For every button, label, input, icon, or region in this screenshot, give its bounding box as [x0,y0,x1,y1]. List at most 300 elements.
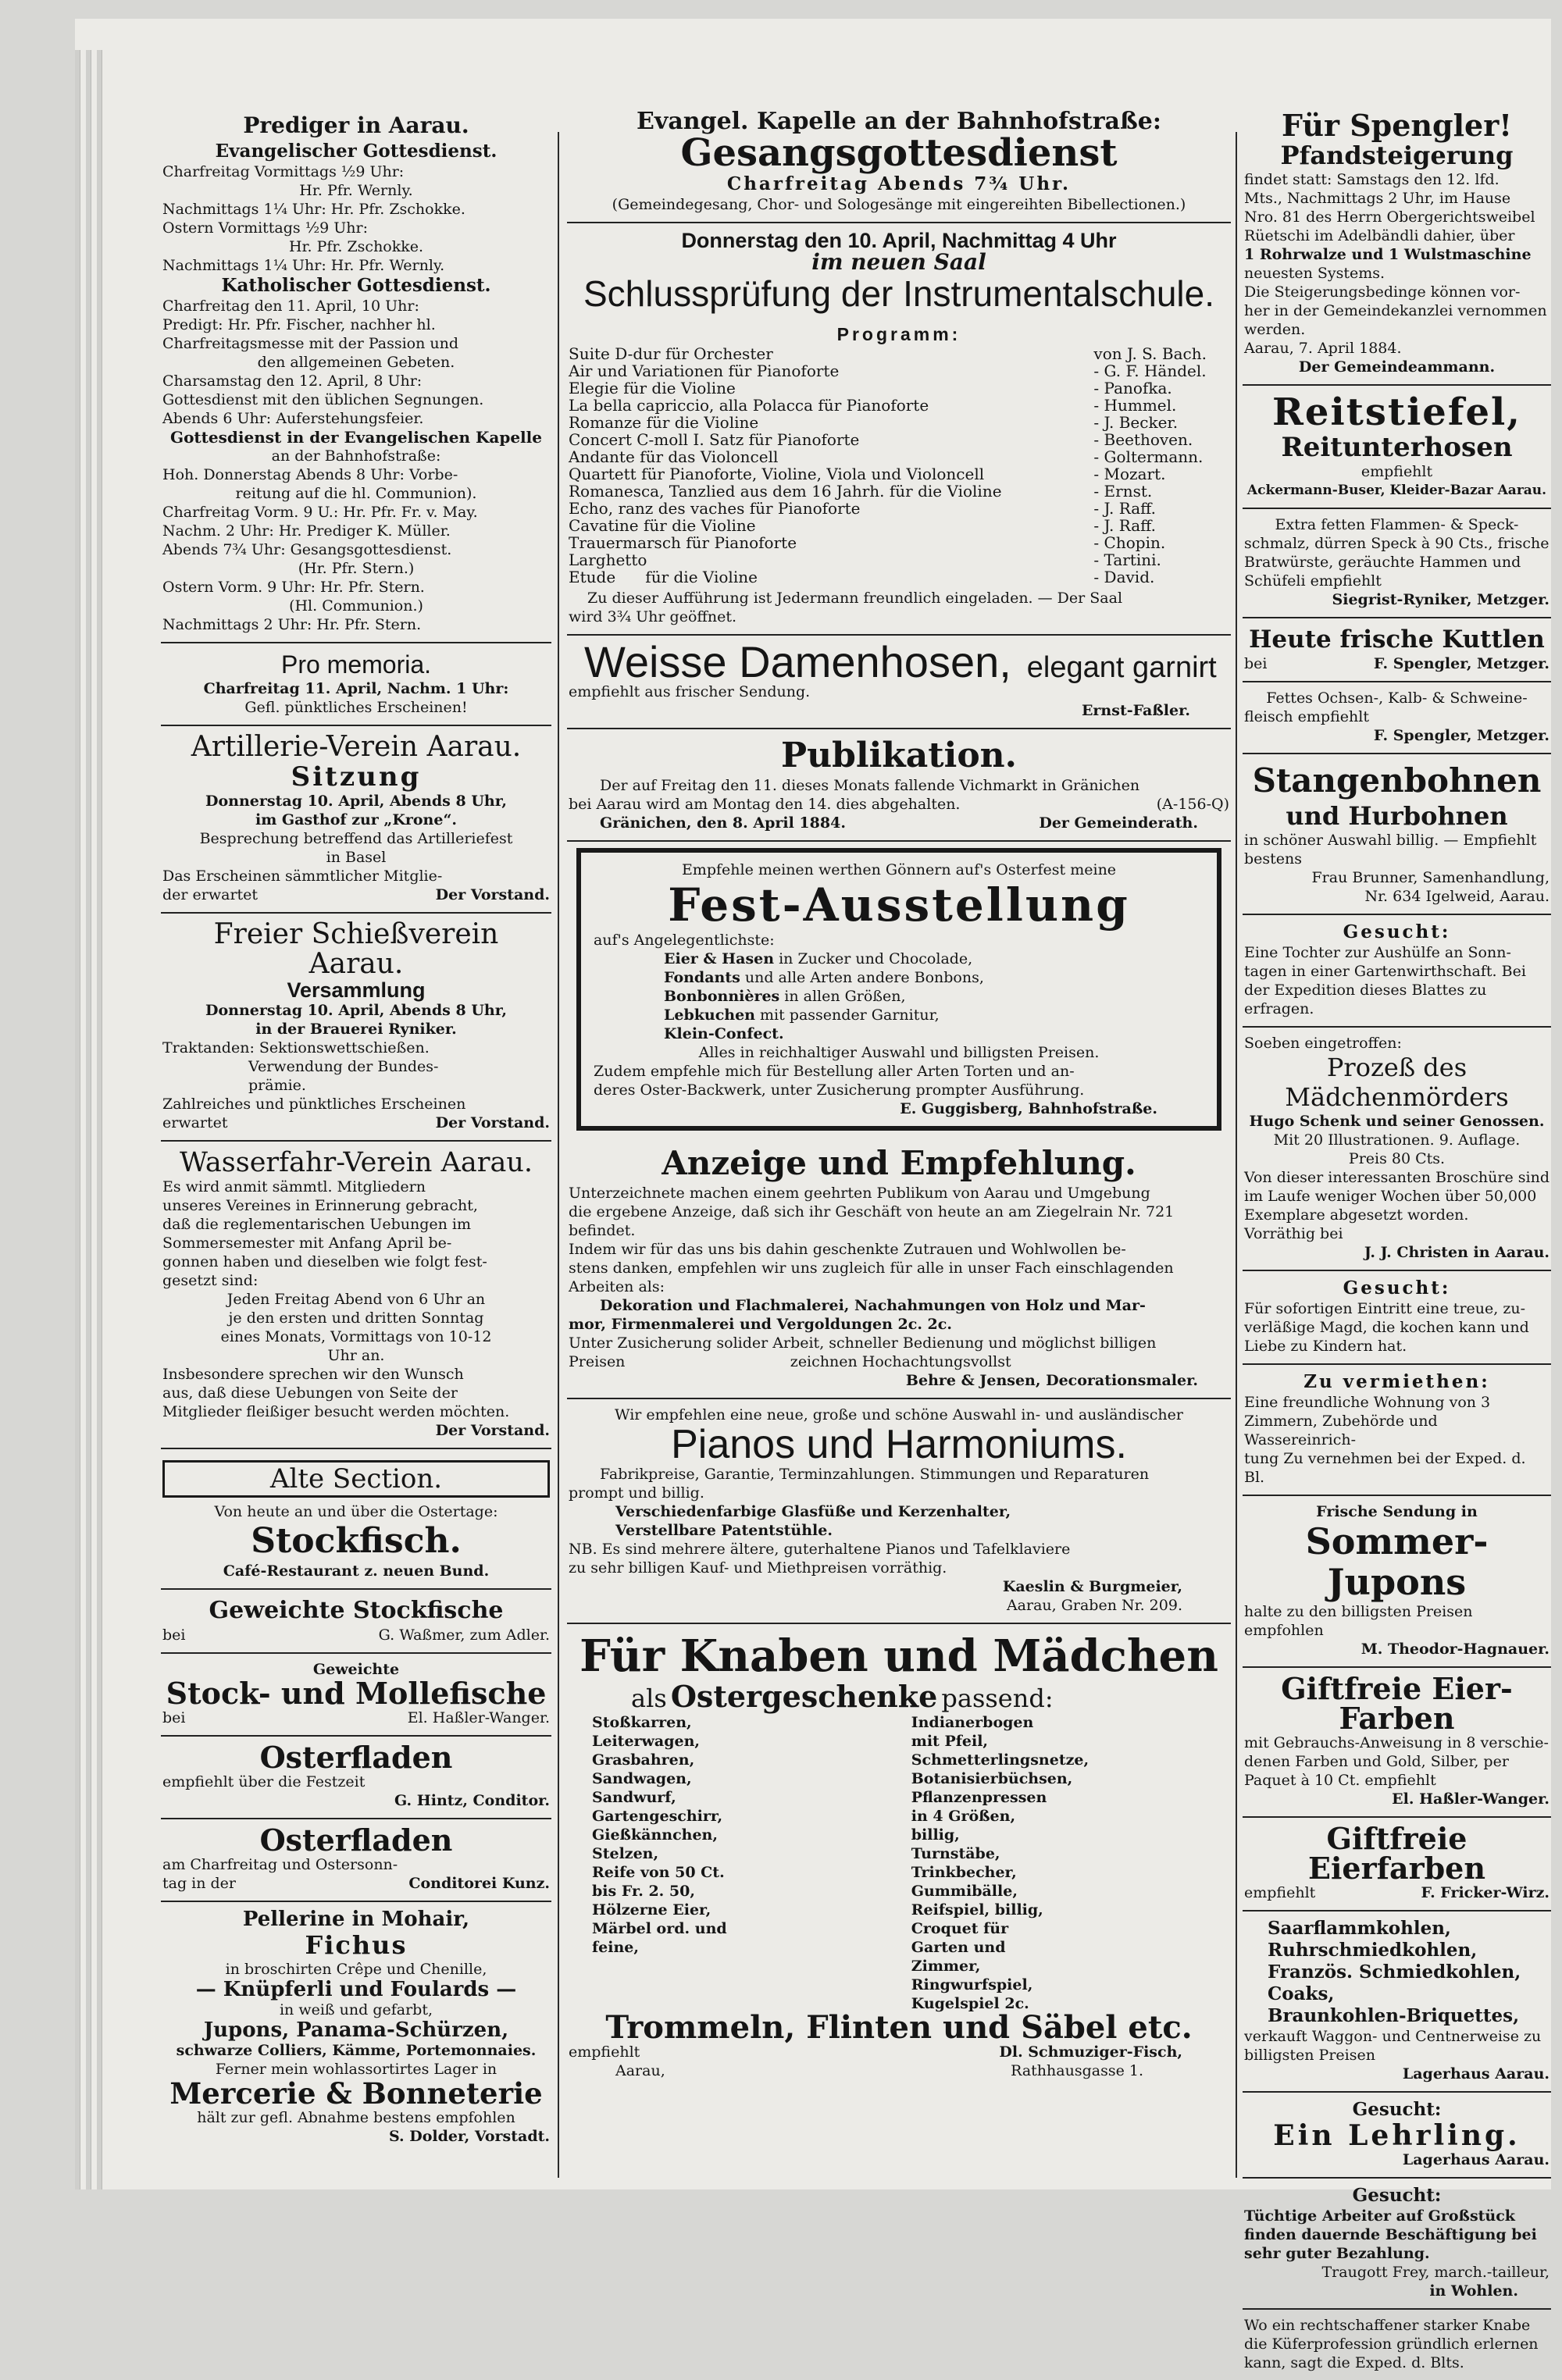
text-line: in Wohlen. [1429,2282,1518,2300]
text-line: Alles in reichhaltiger Auswahl und billigsten Preisen. [698,1044,1100,1061]
program-composer: - J. Becker. [1093,413,1179,432]
ad-heading: Programm: [836,324,961,344]
text-line: Rathhausgasse 1. [1011,2062,1143,2079]
ad-title: Anzeige und Empfehlung. [662,1144,1136,1182]
ad-title: Reitstiefel, [1272,390,1521,434]
page-edge [97,50,102,2189]
text-line: die ergebene Anzeige, daß sich ihr Geschäft von heute an am Ziegelrain Nr. 721 [569,1203,1175,1220]
text-line: erwartet [162,1114,228,1131]
text-line: billigsten Preisen [1244,2047,1375,2064]
signature: Der Vorstand. [435,886,550,903]
text-line: werden. [1244,321,1306,338]
text-line: Nro. 81 des Herrn Obergerichtsweibel [1244,208,1535,226]
program-piece: Concert C-moll I. Satz für Pianoforte [569,430,860,449]
ad-mercerie [161,1902,551,2154]
ad-title: Sommer-Jupons [1305,1520,1489,1603]
ad-lehrling [1243,2093,1551,2179]
list-item: Reifspiel, billig, [911,1901,1043,1919]
text-line: als [631,1683,667,1713]
list-item: Saarflammkohlen, [1268,1918,1451,1939]
ad-ostergeschenke [567,1624,1231,2088]
text-line: Gränichen, den 8. April 1884. [600,814,846,832]
ad-title: Ein Lehrling. [1273,2119,1521,2152]
text-line: Verschiedenfarbige Glasfüße und Kerzenhalter, [615,1503,1011,1520]
text-line: in der Brauerei Ryniker. [255,1021,457,1038]
ad-arbeiter [1243,2179,1551,2310]
program-piece: Cavatine für die Violine [569,516,756,535]
text-line: passend: [941,1683,1054,1713]
text-line: Paquet à 10 Ct. empfiehlt [1244,1772,1436,1789]
item-name: Lebkuchen [664,1007,755,1024]
text-line: Rüetschi im Adelbändli dahier, über [1244,227,1515,244]
program-piece: Etude für die Violine [569,568,758,586]
text-line: Unterzeichnete machen einem geehrten Publikum von Aarau und Umgebung [569,1185,1150,1202]
signature: Conditorei Kunz. [408,1875,550,1892]
signature: Ernst-Faßler. [1081,702,1190,719]
program-composer: - Tartini. [1093,550,1161,569]
list-item: Coaks, [1268,1983,1335,2004]
program-row [569,379,1229,397]
text-line: gonnen haben und dieselben wie folgt fest- [162,1253,487,1270]
text-line: (Hr. Pfr. Stern.) [298,560,415,577]
text-line: der erwartet [162,886,259,903]
text-line: Das Erscheinen sämmtlicher Mitglie- [162,868,443,885]
text-line: finden dauernde Beschäftigung bei [1244,2226,1537,2243]
ad-title: Publikation. [781,736,1017,775]
program-row [569,534,1229,551]
text-line: verläßige Magd, die kochen kann und [1244,1319,1529,1336]
ad-title: Für Spengler! [1282,108,1512,143]
program-composer: - David. [1093,568,1155,586]
ad-damenhosen [567,636,1231,729]
text-line: befindet. [569,1222,636,1239]
signature: G. Waßmer, zum Adler. [378,1626,550,1644]
ad-title: Alte Section. [162,1460,550,1498]
text-line: Zahlreiches und pünktliches Erscheinen [162,1096,466,1113]
text-line: in broschirten Crêpe und Chenille, [225,1961,487,1978]
program-piece: Larghetto [569,550,647,569]
text-line: NB. Es sind mehrere ältere, guterhaltene Pianos und Tafelklaviere [569,1541,1071,1558]
program-row [569,517,1229,534]
list-item: Kugelspiel 2c. [911,1995,1029,2012]
ad-title: Heute frische Kuttlen [1249,625,1545,654]
ad-title: Mercerie & Bonneterie [169,2076,543,2111]
ad-heading: Sitzung [291,761,422,793]
text-line: bei [162,1626,186,1644]
item-detail: und alle Arten andere Bonbons, [740,969,984,986]
text-line: Insbesondere sprechen wir den Wunsch [162,1366,464,1383]
ad-prediger [161,105,551,643]
program-row [569,500,1229,517]
text-line: Arbeiten als: [569,1278,665,1295]
ad-heading: Versammlung [287,978,426,1002]
program-composer: - Hummel. [1093,396,1177,415]
item-detail: in Zucker und Chocolade, [774,950,973,967]
text-line: Wo ein rechtschaffener starker Knabe [1244,2317,1531,2334]
text-line: je den ersten und dritten Sonntag [228,1309,484,1327]
ad-artillerie [161,726,551,914]
text-line: (Hl. Communion.) [289,597,423,615]
list-item: Hölzerne Eier, [592,1901,711,1919]
text-line: bei Aarau wird am Montag den 14. dies abgehalten. [569,796,961,813]
column-left [161,105,551,2154]
ad-reitstiefel [1243,386,1551,509]
text-line: Gefl. pünktliches Erscheinen! [244,699,468,716]
ad-publikation [567,729,1231,842]
text-line: Liebe zu Kindern hat. [1244,1338,1407,1355]
program-composer: - G. F. Händel. [1093,362,1207,380]
ad-title: Pianos und Harmoniums. [671,1422,1127,1467]
text-line: Nachmittags 2 Uhr: Hr. Pfr. Stern. [162,616,422,633]
text-line: prompt und billig. [569,1484,704,1502]
text-line: Besprechung betreffend das Artilleriefest [199,830,513,847]
ad-heading: Pfandsteigerung [1280,141,1514,170]
text-line: Charfreitag Vormittags ½9 Uhr: [162,163,405,180]
list-item: Französ. Schmiedkohlen, [1268,1961,1521,1983]
text-line: bei [1244,655,1268,672]
text-line: tag in der [162,1875,237,1892]
text-line: Donnerstag den 10. April, Nachmittag 4 Uhr [681,229,1117,252]
list-item: Trinkbecher, [911,1864,1017,1881]
column-right [1243,105,1551,2380]
ad-bohnen [1243,754,1551,915]
text-line: am Charfreitag und Ostersonn- [162,1856,398,1873]
ad-title: Schlussprüfung der Instrumentalschule. [583,273,1214,314]
item-detail: in allen Größen, [779,988,906,1005]
text-line: Zu dieser Aufführung ist Jedermann freundlich eingeladen. — Der Saal [587,590,1123,607]
signature: Traugott Frey, march.-tailleur, [1321,2264,1550,2281]
text-line: Von heute an und über die Ostertage: [214,1503,498,1520]
program-composer: - Ernst. [1093,482,1153,501]
text-line: Sommersemester mit Anfang April be- [162,1235,452,1252]
ad-wasserfahr [161,1142,551,1449]
ad-osterfladen-kunz [161,1819,551,1902]
text-line: deres Oster-Backwerk, unter Zusicherung prompter Ausführung. [594,1081,1085,1099]
list-item: Stelzen, [592,1845,659,1862]
list-item: Grasbahren, [592,1751,695,1769]
program-composer: - Mozart. [1093,465,1166,483]
ad-title: Stangenbohnen [1252,761,1542,800]
ad-gesangsgottesdienst [567,105,1231,223]
text-line: Aarau, Graben Nr. 209. [1006,1597,1182,1614]
ad-title: Fest-Ausstellung [668,878,1130,932]
ad-spengler [1243,105,1551,386]
signature: Der Gemeinderath. [1039,814,1198,832]
ad-heading: Gesucht: [1352,2099,1442,2120]
text-line: Eine freundliche Wohnung von 3 [1244,1394,1491,1411]
signature: Ackermann-Buser, Kleider-Bazar Aarau. [1246,483,1547,498]
text-line: Predigt: Hr. Pfr. Fischer, nachher hl. [162,316,436,333]
text-line: die Küferprofession gründlich erlernen [1244,2335,1539,2353]
text-line: Nachm. 2 Uhr: Hr. Prediger K. Müller. [162,522,451,540]
text-line: halte zu den billigsten Preisen empfohlen [1244,1603,1473,1639]
list-item: Gartengeschirr, [592,1808,723,1825]
ad-title: Wasserfahr-Verein Aarau. [179,1147,533,1178]
text-line: Hr. Pfr. Wernly. [299,182,413,199]
program-table [569,345,1229,586]
list-item: Braunkohlen-Briquettes, [1268,2005,1520,2026]
ad-title: Osterfladen [259,1822,453,1858]
text-line: (Gemeindegesang, Chor- und Sologesänge mit eingereihten Bibellectionen.) [612,196,1186,213]
program-composer: - Beethoven. [1093,430,1193,449]
ad-title: Stock- und Mollefische [166,1676,547,1711]
item-list [1244,1918,1550,2027]
list-item: Pflanzenpressen in 4 Größen, billig, [911,1789,1047,1844]
ad-heading: Gesucht: [1352,2185,1442,2206]
signature: F. Fricker-Wirz. [1421,1884,1550,1901]
signature: G. Hintz, Conditor. [394,1792,550,1809]
signature: J. J. Christen in Aarau. [1364,1244,1550,1261]
column-rule [1236,132,1237,2178]
text-line: der Expedition dieses Blattes zu erfragen. [1244,982,1487,1017]
text-line: im neuen Saal [811,249,986,275]
ad-title: Prozeß des Mädchenmörders [1285,1053,1509,1112]
ad-title: Osterfladen [259,1740,453,1775]
program-row [569,362,1229,379]
text-line: Ferner mein wohlassortirtes Lager in [215,2061,497,2078]
text-line: Unter Zusicherung solider Arbeit, schneller Bedienung und möglichst billigen [569,1334,1157,1352]
text-line: Fettes Ochsen-, Kalb- & Schweine- [1266,689,1528,707]
newspaper-page [75,19,1551,2371]
text-line: Es wird anmit sämmtl. Mitgliedern [162,1178,426,1195]
ad-subtitle: Katholischer Gottesdienst. [221,275,491,296]
text-line: reitung auf die hl. Communion). [235,485,477,502]
signature: M. Theodor-Hagnauer. [1361,1641,1550,1658]
text-line: im Gasthof zur „Krone“. [255,811,458,828]
ad-title: Weisse Damenhosen, [584,637,1011,686]
text-line: findet statt: Samstags den 12. lfd. [1244,171,1500,188]
ad-anzeige [567,1137,1231,1399]
signature: Der Vorstand. [435,1422,550,1439]
signature: Der Gemeindeammann. [1298,358,1496,376]
signature: Kaeslin & Burgmeier, [1002,1578,1182,1595]
program-composer: - Panofka. [1093,379,1172,397]
text-line: tagen in einer Gartenwirthschaft. Bei [1244,963,1526,980]
ad-heading: Fichus [305,1930,408,1960]
signature: Lagerhaus Aarau. [1402,2151,1550,2168]
list-item: Indianerbogen mit Pfeil, [911,1714,1034,1750]
list-item: Stoßkarren, [592,1714,692,1731]
list-item: Turnstäbe, [911,1845,1000,1862]
list-item: Leiterwagen, [592,1733,701,1750]
list-item: Gummibälle, [911,1883,1018,1900]
list-item: Schmetterlingsnetze, [911,1751,1089,1769]
program-piece: Romanesca, Tanzlied aus dem 16 Jahrh. für die Violine [569,482,1002,501]
text-line: her in der Gemeindekanzlei vernommen [1244,302,1547,319]
ad-subtitle: Gottesdienst in der Evangelischen Kapelle [170,428,542,447]
text-line: eines Monats, Vormittags von 10-12 [220,1328,492,1345]
text-line: bei [162,1709,186,1726]
text-line: empfiehlt [1244,1884,1316,1901]
text-line: Uhr an. [327,1347,385,1364]
ad-eierfarben-fricker [1243,1818,1551,1911]
list-item: Botanisierbüchsen, [911,1770,1073,1787]
ad-heading: Ostergeschenke [670,1679,938,1714]
text-line: empfiehlt aus frischer Sendung. [569,683,811,700]
text-line: Donnerstag 10. April, Abends 8 Uhr, [205,1002,507,1019]
list-item: Croquet für Garten und Zimmer, [911,1920,1009,1975]
program-composer: - J. Raff. [1093,516,1157,535]
ad-heading: Zu vermiethen: [1303,1371,1490,1392]
program-composer: von J. S. Bach. [1093,344,1207,363]
text-line: Abends 6 Uhr: Auferstehungsfeier. [162,410,424,427]
ad-title: Artillerie-Verein Aarau. [191,731,522,763]
text-line: im Laufe weniger Wochen über 50,000 [1244,1188,1537,1205]
text-line: Schüfeli empfiehlt [1244,572,1382,590]
text-line: Ostern Vorm. 9 Uhr: Hr. Pfr. Stern. [162,579,425,596]
text-line: Jupons, Panama-Schürzen, [203,2018,509,2042]
signature: F. Spengler, Metzger. [1373,655,1550,672]
text-line: unseres Vereines in Erinnerung gebracht, [162,1197,478,1214]
ad-sommer-jupons [1243,1496,1551,1668]
ad-siegrist [1243,509,1551,618]
signature: Dl. Schmuziger-Fisch, [999,2043,1182,2061]
text-line: Aarau, [615,2062,665,2079]
column-middle [567,105,1231,2088]
page-edge [75,50,80,2189]
ad-heading: Stockfisch. [251,1521,462,1561]
item-name: Eier & Hasen [664,950,775,967]
signature: Siegrist-Ryniker, Metzger. [1332,591,1550,608]
program-composer: - J. Raff. [1093,499,1157,518]
signature: S. Dolder, Vorstadt. [388,2128,550,2145]
ad-heading: Reitunterhosen [1281,432,1513,463]
ad-heading: Gesucht: [1343,921,1451,942]
text-line: Mts., Nachmittags 2 Uhr, im Hause [1244,190,1511,207]
text-line: Mitglieder fleißiger besucht werden möchten. [162,1403,510,1420]
ad-kueferknabe [1243,2310,1551,2380]
signature: F. Spengler, Metzger. [1373,727,1550,744]
program-row [569,568,1229,586]
signature: El. Haßler-Wanger. [1392,1790,1550,1808]
ad-prozess [1243,1028,1551,1271]
text-line: wird 3¾ Uhr geöffnet. [569,608,737,625]
text-line: Von dieser interessanten Broschüre sind [1244,1169,1550,1186]
signature: Lagerhaus Aarau. [1402,2065,1550,2082]
text-line: stens danken, empfehlen wir uns zugleich für alle in unser Fach einschlagenden [569,1259,1174,1277]
text-line: mit Gebrauchs-Anweisung in 8 verschie- [1244,1734,1549,1751]
list-item: Ringwurfspiel, [911,1976,1033,1993]
text-line: Abends 7¾ Uhr: Gesangsgottesdienst. [162,541,452,558]
item-detail: mit passender Garnitur, [755,1007,940,1024]
text-line: Fabrikpreise, Garantie, Terminzahlungen. Stimmungen und Reparaturen [600,1466,1150,1483]
ad-eierfarben-hassler [1243,1668,1551,1818]
text-line: Jeden Freitag Abend von 6 Uhr an [226,1291,486,1308]
signature: Frau Brunner, Samenhandlung, [1311,869,1550,886]
text-line: Donnerstag 10. April, Abends 8 Uhr, [205,793,507,810]
ad-osterfladen-hintz [161,1737,551,1819]
program-piece: Air und Variationen für Pianoforte [569,362,840,380]
text-line: neuesten Systems. [1244,265,1385,282]
item-list [594,950,1204,1043]
text-line: Exemplare abgesetzt worden. [1244,1206,1469,1224]
text-line: (A-156-Q) [1156,796,1229,813]
text-line: in weiß und gefarbt, [279,2001,433,2018]
text-line: in schöner Auswahl billig. — Empfiehlt [1244,832,1537,849]
ad-title: Freier Schießverein Aarau. [213,918,499,980]
list-item: Sandwagen, [592,1770,692,1787]
ad-title: Pro memoria. [280,650,432,679]
list-item: Märbel ord. und feine, [592,1920,727,1956]
text-line: Nachmittags 1¼ Uhr: Hr. Pfr. Wernly. [162,257,445,274]
ad-ochsenfleisch [1243,682,1551,754]
ad-alte-section [161,1449,551,1590]
ad-gesucht-tochter [1243,915,1551,1028]
text-line: schmalz, dürren Speck à 90 Cts., frische [1244,535,1550,552]
page-edge [86,50,91,2189]
text-line: Wir empfehlen eine neue, große und schöne Auswahl in- und ausländischer [615,1406,1183,1423]
text-line: Empfehle meinen werthen Gönnern auf's Osterfest meine [681,861,1117,878]
text-line: Evangel. Kapelle an der Bahnhofstraße: [637,108,1161,135]
text-line: Zimmern, Zubehörde und Wassereinrich- [1244,1413,1438,1448]
ad-title: Gesangsgottesdienst [680,131,1118,175]
text-line: Charfreitag Vorm. 9 U.: Hr. Pfr. Fr. v. May. [162,504,478,521]
text-line: Nachmittags 1¼ Uhr: Hr. Pfr. Zschokke. [162,201,465,218]
ad-gesucht-magd [1243,1271,1551,1365]
program-piece: Echo, ranz des vaches für Pianoforte [569,499,861,518]
text-line: denen Farben und Gold, Silber, per [1244,1753,1509,1770]
program-piece: Trauermarsch für Pianoforte [569,533,797,552]
program-composer: - Goltermann. [1093,447,1204,466]
text-line: Zudem empfehle mich für Bestellung aller Arten Torten und an- [594,1063,1075,1080]
text-line: Dekoration und Flachmalerei, Nachahmungen von Holz und Mar- [600,1297,1146,1314]
text-line: an der Bahnhofstraße: [271,447,441,465]
item-name: Bonbonnières [664,988,780,1005]
ad-subtitle: Hugo Schenk und seiner Genossen. [1249,1113,1545,1130]
text-line: gesetzt sind: [162,1272,259,1289]
text-line: 1 Rohrwalze und 1 Wulstmaschine [1244,246,1532,263]
text-line: mor, Firmenmalerei und Vergoldungen 2c. 2c. [569,1316,952,1333]
text-line: aus, daß diese Uebungen von Seite der [162,1384,458,1402]
program-row [569,483,1229,500]
text-line: Geweichte [312,1661,400,1678]
text-line: Charfreitagsmesse mit der Passion und [162,335,459,352]
ad-kuttlen [1243,618,1551,682]
ad-title: Giftfreie Eierfarben [1308,1821,1485,1886]
text-line: Für sofortigen Eintritt eine treue, zu- [1244,1300,1525,1317]
text-line: Verwendung der Bundes- [248,1058,439,1075]
program-row [569,465,1229,483]
signature: El. Haßler-Wanger. [407,1709,550,1726]
ad-heading: und Hurbohnen [1286,801,1508,831]
text-line: daß die reglementarischen Uebungen im [162,1216,471,1233]
text-line: Indem wir für das uns bis dahin geschenkte Zutrauen und Wohlwollen be- [569,1241,1126,1258]
program-piece: Elegie für die Violine [569,379,736,397]
text-line: Charfreitag Abends 7¾ Uhr. [726,173,1072,194]
program-row [569,448,1229,465]
program-row [569,551,1229,568]
text-line: Extra fetten Flammen- & Speck- [1275,516,1519,533]
text-line: Nr. 634 Igelweid, Aarau. [1364,888,1550,905]
text-line: hält zur gefl. Abnahme bestens empfohlen [197,2109,515,2126]
list-item: Sandwurf, [592,1789,676,1806]
text-line: den allgemeinen Gebeten. [257,354,455,371]
text-line: empfiehlt [1361,463,1433,480]
text-line: Soeben eingetroffen: [1244,1035,1402,1052]
list-item: Ruhrschmiedkohlen, [1268,1940,1478,1961]
text-line: empfiehlt über die Festzeit [162,1773,366,1790]
text-line: Preis 80 Cts. [1348,1150,1446,1167]
text-line: Vorräthig bei [1244,1225,1343,1242]
item-column [911,1713,1206,2013]
ad-schlusspruefung [567,223,1231,636]
text-line: Tüchtige Arbeiter auf Großstück [1244,2207,1515,2225]
text-line: Traktanden: Sektionswettschießen. [162,1039,430,1056]
text-line: Pellerine in Mohair, [242,1908,470,1931]
text-line: Hr. Pfr. Zschokke. [288,238,424,255]
signature: Café-Restaurant z. neuen Bund. [223,1562,490,1580]
item-list [569,1713,1229,2013]
